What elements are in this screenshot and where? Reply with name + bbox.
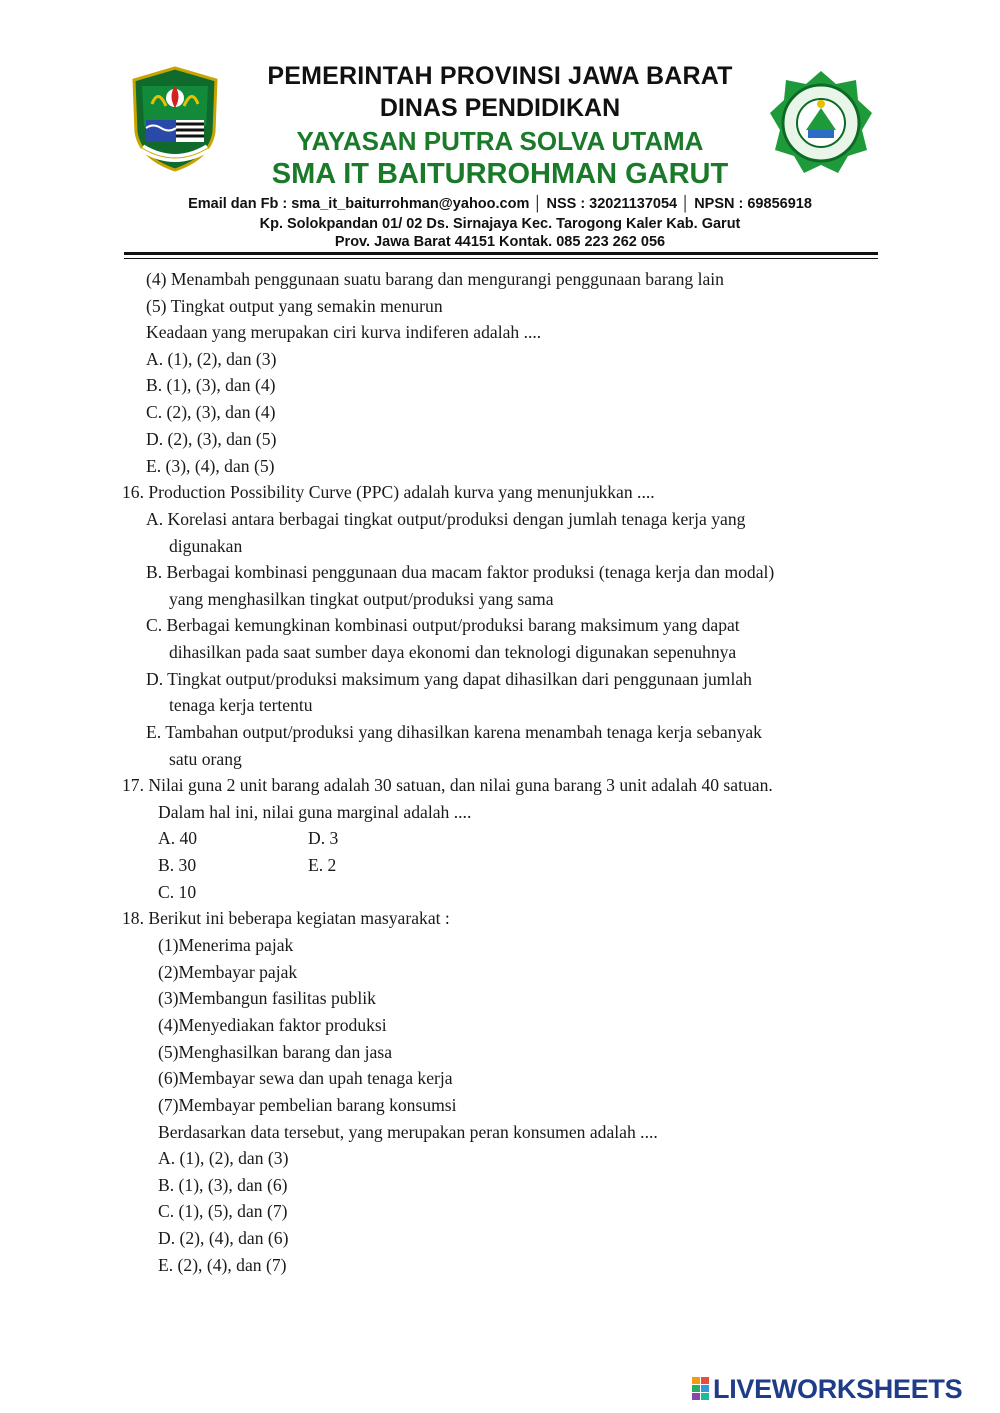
q15-option-d[interactable]: D. (2), (3), dan (5) — [146, 429, 277, 449]
liveworksheets-brand[interactable] — [692, 1374, 962, 1404]
q17-question-cont: Dalam hal ini, nilai guna marginal adalah .... — [158, 802, 472, 822]
liveworksheets-wordmark: LIVEWORKSHEETS — [713, 1373, 963, 1404]
header-department: DINAS PENDIDIKAN — [379, 94, 621, 122]
q18-option-c[interactable]: C. (1), (5), dan (7) — [158, 1201, 288, 1221]
liveworksheets-logo-icon — [692, 1377, 710, 1401]
q18-item-7: (7)Membayar pembelian barang konsumsi — [158, 1095, 457, 1115]
q16-option-b-cont[interactable]: yang menghasilkan tingkat output/produksi yang sama — [169, 589, 554, 609]
q18-item-2: (2)Membayar pajak — [158, 962, 298, 982]
q18-option-b[interactable]: B. (1), (3), dan (6) — [158, 1175, 288, 1195]
q16-question: 16. Production Possibility Curve (PPC) adalah kurva yang menunjukkan .... — [122, 482, 655, 502]
q15-option-a[interactable]: A. (1), (2), dan (3) — [146, 349, 277, 369]
q16-option-e-cont[interactable]: satu orang — [169, 749, 242, 769]
q18-item-6: (6)Membayar sewa dan upah tenaga kerja — [158, 1068, 453, 1088]
q16-option-b[interactable]: B. Berbagai kombinasi penggunaan dua macam faktor produksi (tenaga kerja dan modal) — [146, 562, 775, 582]
header-contact-phone: Prov. Jawa Barat 44151 Kontak. 085 223 262 056 — [334, 234, 666, 250]
q16-option-a[interactable]: A. Korelasi antara berbagai tingkat output/produksi dengan jumlah tenaga kerja yang — [146, 509, 746, 529]
q16-option-e[interactable]: E. Tambahan output/produksi yang dihasilkan karena menambah tenaga kerja sebanyak — [146, 722, 762, 742]
q15-item-5: (5) Tingkat output yang semakin menurun — [146, 296, 443, 316]
q15-stem: Keadaan yang merupakan ciri kurva indiferen adalah .... — [146, 322, 542, 342]
q16-option-d[interactable]: D. Tingkat output/produksi maksimum yang dapat dihasilkan dari penggunaan jumlah — [146, 669, 752, 689]
q17-option-a[interactable]: A. 40 — [158, 828, 198, 848]
q15-item-4: (4) Menambah penggunaan suatu barang dan mengurangi penggunaan barang lain — [146, 269, 724, 289]
q18-item-4: (4)Menyediakan faktor produksi — [158, 1015, 387, 1035]
q18-option-e[interactable]: E. (2), (4), dan (7) — [158, 1255, 287, 1275]
q15-option-c[interactable]: C. (2), (3), dan (4) — [146, 402, 276, 422]
q15-option-b[interactable]: B. (1), (3), dan (4) — [146, 375, 276, 395]
q17-question: 17. Nilai guna 2 unit barang adalah 30 satuan, dan nilai guna barang 3 unit adalah 40 satuan. — [122, 775, 773, 795]
q16-option-c[interactable]: C. Berbagai kemungkinan kombinasi output/produksi barang maksimum yang dapat — [146, 615, 740, 635]
header-foundation: YAYASAN PUTRA SOLVA UTAMA — [296, 126, 704, 156]
header-government: PEMERINTAH PROVINSI JAWA BARAT — [267, 62, 733, 90]
header-divider-thick — [124, 252, 878, 255]
header-contact-address: Kp. Solokpandan 01/ 02 Ds. Sirnajaya Kec. Tarogong Kaler Kab. Garut — [259, 216, 741, 232]
q18-item-5: (5)Menghasilkan barang dan jasa — [158, 1042, 393, 1062]
q18-stem: Berdasarkan data tersebut, yang merupakan peran konsumen adalah .... — [158, 1122, 658, 1142]
q16-option-a-cont[interactable]: digunakan — [169, 536, 243, 556]
letterhead — [0, 0, 1000, 262]
header-school-name: SMA IT BAITURROHMAN GARUT — [271, 158, 729, 190]
q18-question: 18. Berikut ini beberapa kegiatan masyarakat : — [122, 908, 450, 928]
q15-option-e[interactable]: E. (3), (4), dan (5) — [146, 456, 275, 476]
q17-option-e[interactable]: E. 2 — [308, 855, 337, 875]
q16-option-d-cont[interactable]: tenaga kerja tertentu — [169, 695, 313, 715]
q17-option-c[interactable]: C. 10 — [158, 882, 197, 902]
q18-item-3: (3)Membangun fasilitas publik — [158, 988, 376, 1008]
q18-option-d[interactable]: D. (2), (4), dan (6) — [158, 1228, 289, 1248]
q18-option-a[interactable]: A. (1), (2), dan (3) — [158, 1148, 289, 1168]
header-contact-email: Email dan Fb : sma_it_baiturrohman@yahoo.com │ NSS : 32021137054 │ NPSN : 69856918 — [188, 196, 812, 212]
q17-option-b[interactable]: B. 30 — [158, 855, 197, 875]
q18-item-1: (1)Menerima pajak — [158, 935, 294, 955]
q17-option-d[interactable]: D. 3 — [308, 828, 339, 848]
q16-option-c-cont[interactable]: dihasilkan pada saat sumber daya ekonomi dan teknologi digunakan sepenuhnya — [169, 642, 737, 662]
header-divider-thin — [124, 258, 878, 259]
